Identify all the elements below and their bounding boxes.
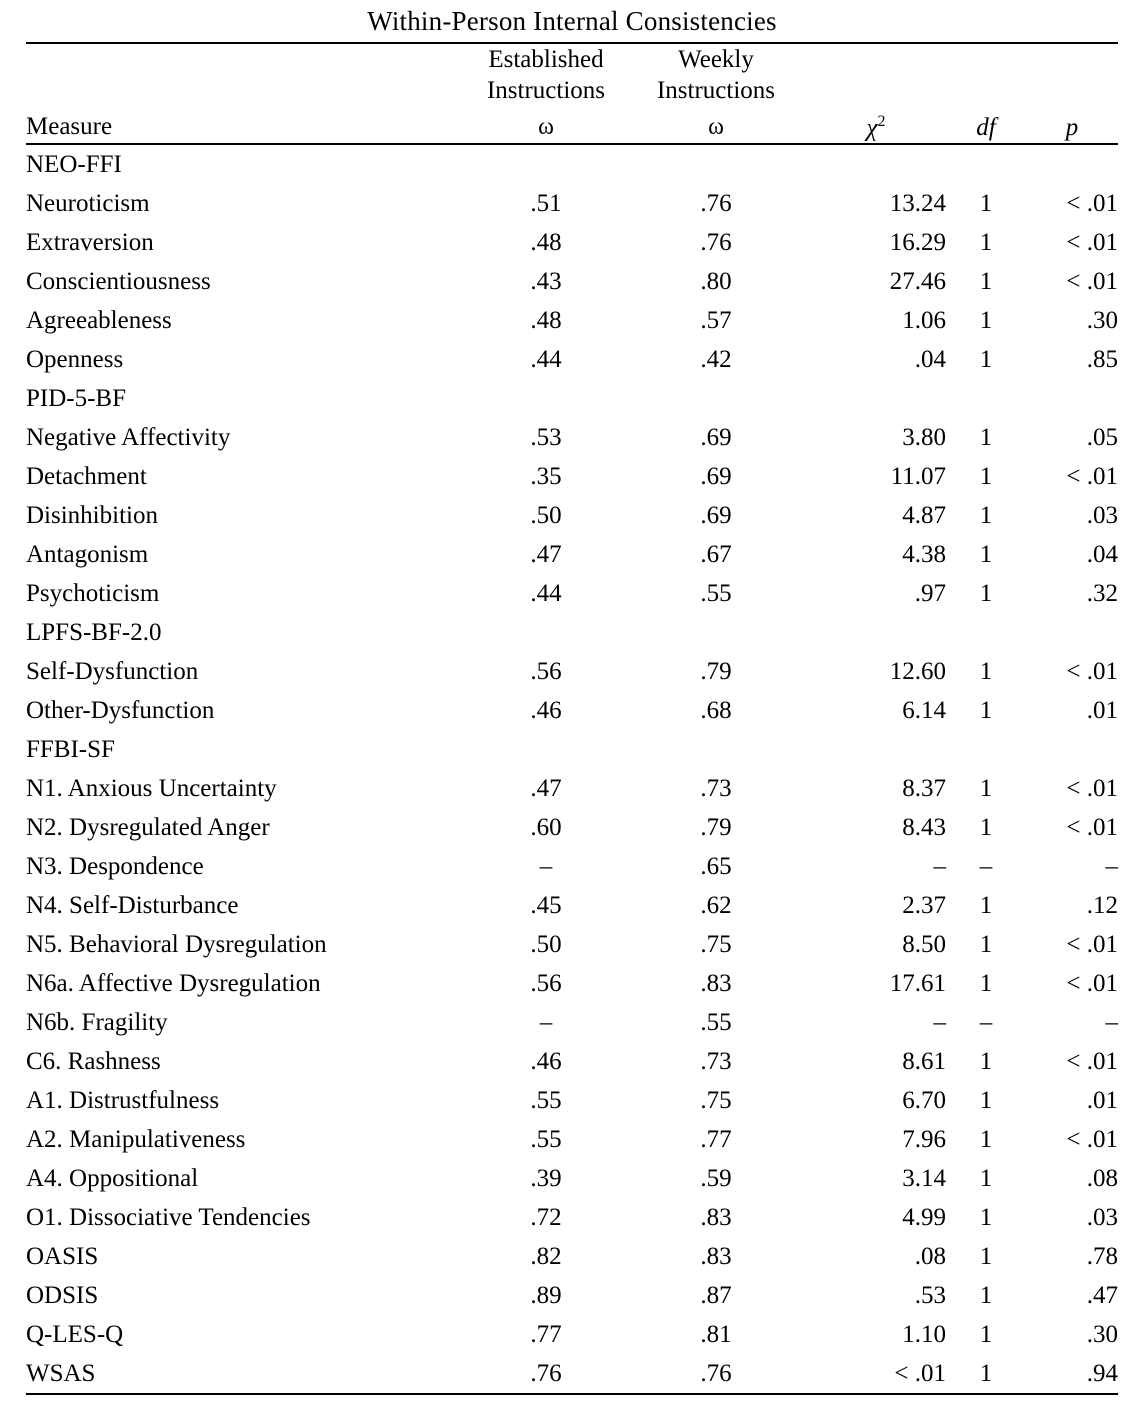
df-value: 1 [979,697,993,725]
table-row [26,574,1118,613]
p-value: – [1105,853,1118,881]
omega-weekly-value: .76 [626,1354,806,1394]
measure-group-label: NEO-FFI [26,151,122,179]
omega-weekly-value: .83 [700,970,732,998]
measure-item-label: A4. Oppositional [26,1165,199,1193]
df-value: 1 [979,346,993,374]
omega-established-value: .82 [530,1243,562,1271]
omega-established-value: .50 [530,931,562,959]
p-value: .30 [1086,307,1118,335]
omega-established-value: .35 [530,463,562,491]
df-value: 1 [979,268,993,296]
df-value: 1 [979,307,993,335]
p-value: – [1105,1009,1118,1037]
omega-established-value: .72 [530,1204,562,1232]
chi-square-value: 4.99 [902,1204,946,1232]
df-value: 1 [979,658,993,686]
column-header-omega-established: ω [466,106,626,144]
omega-weekly-value: .75 [700,1087,732,1115]
column-header-p: p [1026,106,1118,144]
measure-item-label: Extraversion [26,229,154,257]
chi-square-value [806,730,946,769]
measure-item-label: Antagonism [26,541,149,569]
chi-square-value: 2.37 [902,892,946,920]
omega-established-value: .77 [530,1321,562,1349]
chi-square-value: 27.46 [889,268,946,296]
chi-square-value: 3.14 [902,1165,946,1193]
chi-square-value: 4.38 [902,541,946,569]
p-value: .05 [1086,424,1118,452]
omega-weekly-value [626,379,806,418]
table-row [26,301,1118,340]
chi-square-value: – [933,1009,946,1037]
header-spacer-p [1026,43,1118,75]
table-row [26,769,1118,808]
omega-established-value: .51 [530,190,562,218]
df-value: 1 [979,775,993,803]
omega-established-value: .44 [530,580,562,608]
chi-square-value: 8.37 [902,775,946,803]
p-value: .78 [1086,1243,1118,1271]
p-value: .94 [1026,1354,1118,1394]
omega-weekly-value [626,613,806,652]
measure-item-label: Self-Dysfunction [26,658,199,686]
df-value: 1 [979,190,993,218]
omega-weekly-value: .80 [700,268,732,296]
column-header-measure: Measure [26,106,466,144]
omega-weekly-value: .73 [700,775,732,803]
omega-established-value: .43 [530,268,562,296]
p-value: < .01 [1066,658,1118,686]
table-row [26,652,1118,691]
measure-group-label: Q-LES-Q [26,1321,124,1349]
table-row [26,730,1118,769]
header-spacer-measure-2 [26,75,466,106]
chi-square-value: 6.14 [902,697,946,725]
omega-established-value: .47 [530,541,562,569]
chi-square-value: 6.70 [902,1087,946,1115]
omega-weekly-value: .55 [700,1009,732,1037]
measure-item-label: N6b. Fragility [26,1009,168,1037]
chi-square-value: 16.29 [889,229,946,257]
p-value: .12 [1086,892,1118,920]
p-value [1026,144,1118,184]
df-value: 1 [979,1204,993,1232]
chi-square-value: .53 [914,1282,946,1310]
measure-item-label: Detachment [26,463,147,491]
measure-item-label: O1. Dissociative Tendencies [26,1204,311,1232]
p-value: .04 [1086,541,1118,569]
measure-item-label: N1. Anxious Uncertainty [26,775,277,803]
p-value [1026,730,1118,769]
df-value: 1 [979,1282,993,1310]
omega-weekly-value: .42 [700,346,732,374]
omega-weekly-value: .57 [700,307,732,335]
chi-square-value: .97 [914,580,946,608]
omega-established-value [466,730,626,769]
header-established-line1: Established [466,43,626,75]
omega-established-value: .46 [530,1048,562,1076]
chi-square-value: 11.07 [890,463,946,491]
chi-square-value: .08 [914,1243,946,1271]
measure-item-label: A2. Manipulativeness [26,1126,246,1154]
chi-square-value: 1.10 [902,1321,946,1349]
chi-square-value: 8.43 [902,814,946,842]
p-value: .85 [1086,346,1118,374]
omega-weekly-value: .55 [700,580,732,608]
chi-square-value: 8.61 [902,1048,946,1076]
header-row-1 [26,43,1118,75]
omega-weekly-value: .67 [700,541,732,569]
df-value: 1 [979,892,993,920]
omega-weekly-value: .76 [700,229,732,257]
omega-weekly-value: .76 [700,190,732,218]
chi-square-value: 4.87 [902,502,946,530]
header-established-line2: Instructions [486,77,606,104]
measure-group-label: OASIS [26,1243,99,1271]
p-value [1026,613,1118,652]
column-header-omega-weekly: ω [626,106,806,144]
table-row [26,1159,1118,1198]
df-value: 1 [979,931,993,959]
df-value [946,379,1026,418]
omega-established-value [466,613,626,652]
measure-item-label: N2. Dysregulated Anger [26,814,270,842]
df-value: 1 [979,1321,993,1349]
table-row [26,1198,1118,1237]
header-spacer-df [946,43,1026,75]
p-value: < .01 [1066,268,1118,296]
omega-established-value: .50 [530,502,562,530]
p-value: .01 [1086,697,1118,725]
chi-exponent: 2 [877,113,886,130]
p-value: .08 [1086,1165,1118,1193]
chi-square-value: 1.06 [902,307,946,335]
measure-item-label: N3. Despondence [26,853,204,881]
p-value: < .01 [1066,775,1118,803]
p-value: < .01 [1066,1126,1118,1154]
measure-item-label: Disinhibition [26,502,158,530]
omega-established-value: .55 [530,1087,562,1115]
table-body [26,144,1118,1394]
omega-established-value: .48 [530,307,562,335]
table-row [26,847,1118,886]
df-value: – [979,1009,993,1037]
p-value: < .01 [1066,190,1118,218]
omega-weekly-value: .59 [700,1165,732,1193]
omega-established-value: .89 [530,1282,562,1310]
measure-group-label: ODSIS [26,1282,99,1310]
p-value: < .01 [1066,463,1118,491]
omega-weekly-value: .77 [700,1126,732,1154]
p-value: < .01 [1066,970,1118,998]
omega-weekly-value: .83 [700,1243,732,1271]
measure-group-label: PID-5-BF [26,385,127,413]
measure-item-label: Conscientiousness [26,268,211,296]
table-row [26,1315,1118,1354]
table-row [26,1042,1118,1081]
table-row [26,1120,1118,1159]
p-value: .47 [1086,1282,1118,1310]
measure-group-label: FFBI-SF [26,736,115,764]
chi-square-value: 13.24 [889,190,946,218]
omega-established-value: .47 [530,775,562,803]
header-spacer-p-2 [1026,75,1118,106]
column-header-df: df [946,106,1026,144]
omega-established-value: – [539,1009,553,1037]
measure-group-label: LPFS-BF-2.0 [26,619,162,647]
df-value: – [979,853,993,881]
omega-established-value: .60 [530,814,562,842]
measure-item-label: A1. Distrustfulness [26,1087,220,1115]
table-row [26,457,1118,496]
omega-established-value: .53 [530,424,562,452]
header-spacer-df-2 [946,75,1026,106]
df-value [946,613,1026,652]
table-row [26,144,1118,184]
omega-weekly-value: .62 [700,892,732,920]
header-spacer-chi [806,43,946,75]
df-value: 1 [979,541,993,569]
measure-item-label: N4. Self-Disturbance [26,892,239,920]
omega-established-value: .39 [530,1165,562,1193]
omega-established-value [466,379,626,418]
p-value: < .01 [1066,931,1118,959]
chi-square-value: 12.60 [889,658,946,686]
chi-square-value [806,613,946,652]
omega-established-value: .45 [530,892,562,920]
p-value: .03 [1086,502,1118,530]
measure-item-label: C6. Rashness [26,1048,161,1076]
omega-established-value: – [539,853,553,881]
table-row [26,223,1118,262]
header-weekly-line1: Weekly [626,43,806,75]
omega-weekly-value: .65 [700,853,732,881]
table-row [26,808,1118,847]
omega-established-value: .44 [530,346,562,374]
df-value: 1 [979,1048,993,1076]
table-row [26,262,1118,301]
table-row [26,691,1118,730]
chi-square-value: .04 [914,346,946,374]
df-value: 1 [979,502,993,530]
internal-consistencies-table [26,42,1118,1395]
omega-weekly-value: .83 [700,1204,732,1232]
header-row-3 [26,106,1118,144]
page-title: Within-Person Internal Consistencies [367,6,777,36]
chi-square-value: 8.50 [902,931,946,959]
omega-established-value: .76 [466,1354,626,1394]
omega-weekly-value: .75 [700,931,732,959]
p-value: .01 [1086,1087,1118,1115]
p-value: .32 [1086,580,1118,608]
header-row-2 [26,75,1118,106]
omega-established-value: .56 [530,970,562,998]
table-row [26,340,1118,379]
table-row [26,184,1118,223]
df-value: 1 [979,463,993,491]
measure-item-label: N6a. Affective Dysregulation [26,970,321,998]
chi-square-value: 7.96 [902,1126,946,1154]
header-weekly-line2: Instructions [656,77,776,104]
p-value [1026,379,1118,418]
df-value: 1 [946,1354,1026,1394]
measure-item-label: Neuroticism [26,190,150,218]
table-row [26,886,1118,925]
df-value: 1 [979,1126,993,1154]
df-value: 1 [979,1165,993,1193]
measure-item-label: Openness [26,346,124,374]
table-row [26,1003,1118,1042]
omega-weekly-value: .79 [700,814,732,842]
df-value: 1 [979,580,993,608]
table-row [26,1276,1118,1315]
p-value: < .01 [1066,229,1118,257]
table-row [26,535,1118,574]
chi-square-value: – [933,853,946,881]
omega-established-value: .46 [530,697,562,725]
omega-weekly-value: .68 [700,697,732,725]
omega-weekly-value: .79 [700,658,732,686]
df-value: 1 [979,1243,993,1271]
table-row [26,1081,1118,1120]
header-spacer-chi-2 [806,75,946,106]
omega-established-value [466,144,626,184]
table-header [26,43,1118,144]
chi-square-value [806,144,946,184]
measure-item-label: Psychoticism [26,580,160,608]
table-row [26,1354,1118,1394]
omega-weekly-value [626,144,806,184]
df-value: 1 [979,1087,993,1115]
table-row [26,1237,1118,1276]
table-row [26,496,1118,535]
measure-item-label: N5. Behavioral Dysregulation [26,931,327,959]
omega-established-value: .48 [530,229,562,257]
table-row [26,418,1118,457]
table-row [26,379,1118,418]
omega-weekly-value: .69 [700,502,732,530]
measure-item-label: Other-Dysfunction [26,697,215,725]
omega-weekly-value: .69 [700,424,732,452]
omega-weekly-value: .73 [700,1048,732,1076]
omega-established-value: .56 [530,658,562,686]
p-value: .03 [1086,1204,1118,1232]
omega-weekly-value: .69 [700,463,732,491]
df-value [946,144,1026,184]
header-spacer-measure [26,43,466,75]
table-row [26,925,1118,964]
measure-item-label: Agreeableness [26,307,172,335]
chi-square-value: 3.80 [902,424,946,452]
chi-square-value: < .01 [806,1354,946,1394]
df-value [946,730,1026,769]
omega-weekly-value: .87 [700,1282,732,1310]
table-row [26,964,1118,1003]
column-header-chi-square [806,106,946,144]
p-value: < .01 [1066,1048,1118,1076]
p-value: .30 [1086,1321,1118,1349]
measure-group-label: WSAS [26,1354,466,1394]
chi-square-value: 17.61 [889,970,946,998]
df-value: 1 [979,814,993,842]
chi-symbol: χ [866,114,878,142]
df-value: 1 [979,229,993,257]
chi-square-value [806,379,946,418]
table-row [26,613,1118,652]
measure-item-label: Negative Affectivity [26,424,231,452]
omega-weekly-value [626,730,806,769]
omega-established-value: .55 [530,1126,562,1154]
df-value: 1 [979,424,993,452]
p-value: < .01 [1066,814,1118,842]
df-value: 1 [979,970,993,998]
omega-weekly-value: .81 [700,1321,732,1349]
